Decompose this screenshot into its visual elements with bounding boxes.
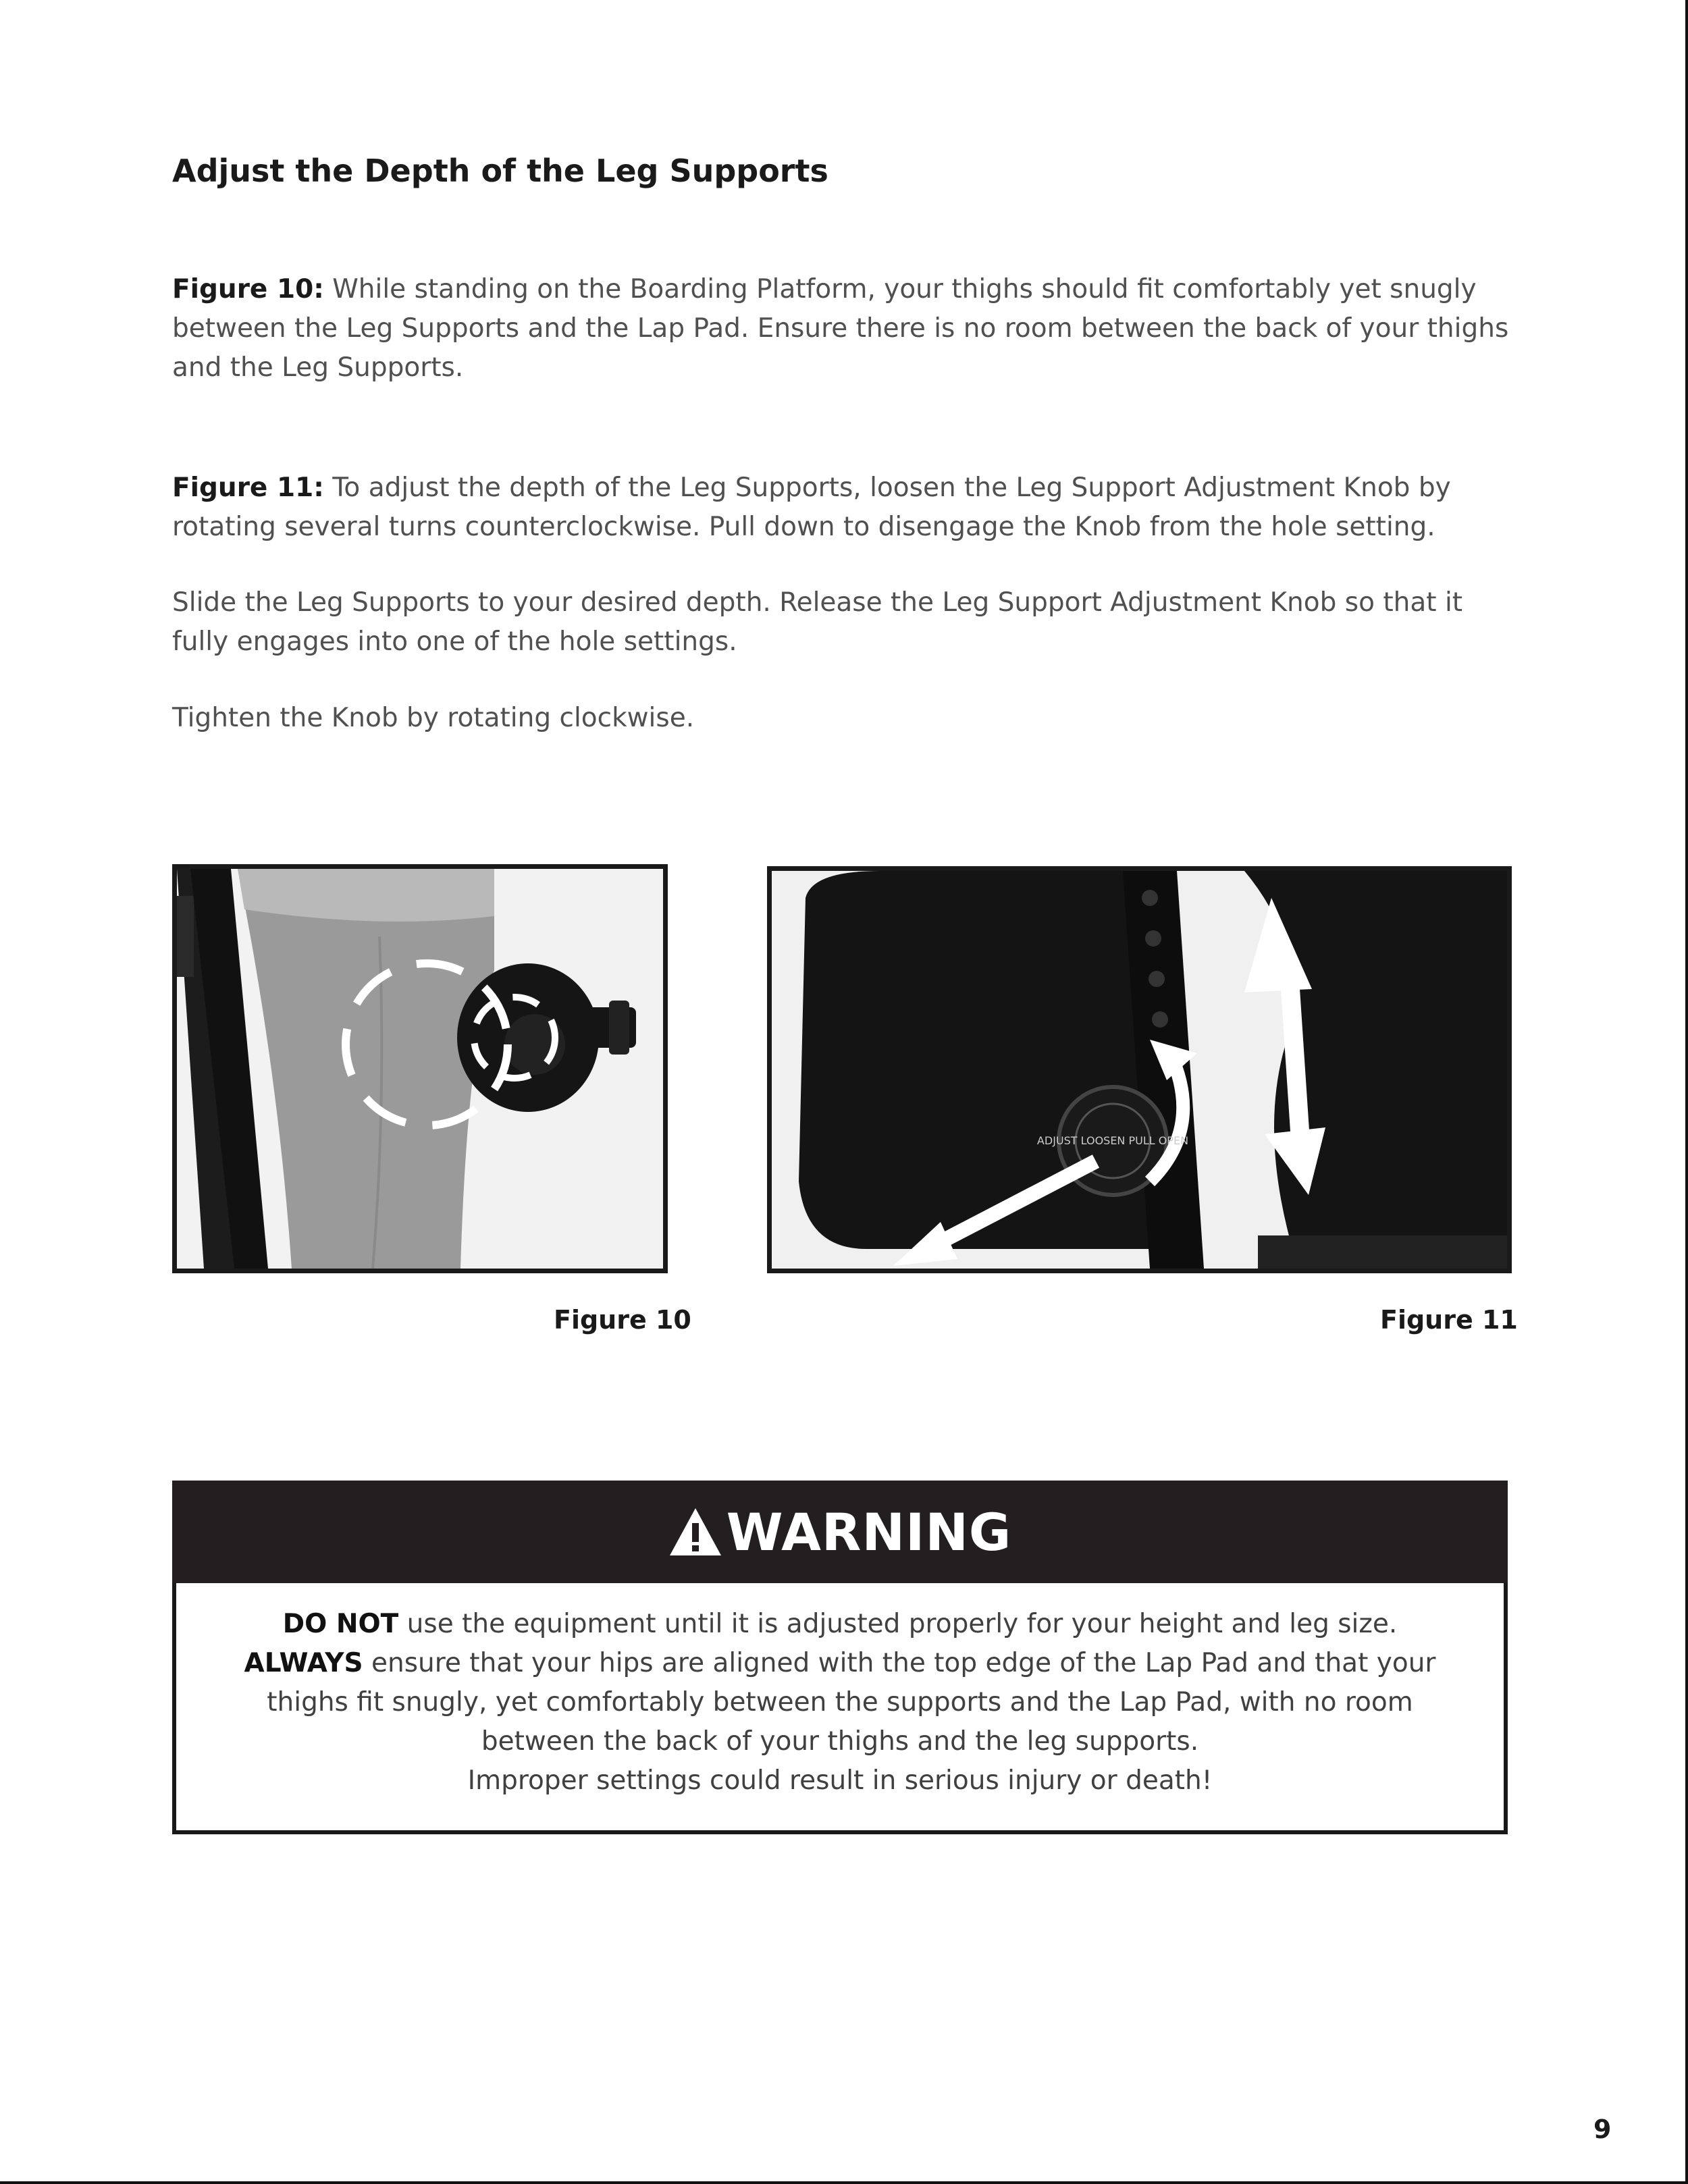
- warning-line-1: [176, 1605, 1504, 1644]
- warning-line-3: Improper settings could result in serious injury or death!: [467, 1765, 1213, 1796]
- figure-10-paragraph: [172, 270, 1523, 388]
- figure-11-text: To adjust the depth of the Leg Supports, loosen the Leg Support Adjustment Knob by rotating several turns counterclockwise. Pull down to disengage the Knob from the hole setting.: [172, 473, 1451, 542]
- figure-10-image: [172, 864, 668, 1273]
- warning-body: [176, 1605, 1504, 1801]
- figure-11-illustration: [772, 871, 1507, 1269]
- page-number: 9: [1593, 2114, 1612, 2144]
- section-title: Adjust the Depth of the Leg Supports: [172, 153, 828, 189]
- figure-11-caption: Figure 11: [1380, 1305, 1518, 1335]
- warning-line-1-text: use the equipment until it is adjusted properly for your height and leg size.: [406, 1609, 1398, 1639]
- slide-paragraph: Slide the Leg Supports to your desired depth. Release the Leg Support Adjustment Knob so that it fully engages into one of the hole settings.: [172, 587, 1463, 657]
- figure-11-label: Figure 11:: [172, 473, 324, 503]
- page-border-right: [1685, 0, 1688, 2184]
- tighten-paragraph: Tighten the Knob by rotating clockwise.: [172, 703, 695, 733]
- figure-11-paragraph: [172, 469, 1523, 547]
- figure-10-caption: Figure 10: [554, 1305, 691, 1335]
- warning-line-2-text: ensure that your hips are aligned with the top edge of the Lap Pad and that your thighs fit snugly, yet comfortably between the supports and the Lap Pad, with no room between the back of your thighs and the leg supports.: [267, 1648, 1436, 1757]
- knob-lettering: ADJUST LOOSEN PULL OPEN: [1036, 1134, 1189, 1147]
- warning-line-2: [176, 1644, 1504, 1761]
- warning-triangle-icon: [668, 1507, 722, 1557]
- figure-10-label: Figure 10:: [172, 274, 324, 304]
- figure-11-image: [767, 866, 1512, 1273]
- figure-10-text: While standing on the Boarding Platform, your thighs should fit comfortably yet snugly between the Leg Supports and the Lap Pad. Ensure there is no room between the back of your thighs and the Leg Supports.: [172, 274, 1509, 383]
- warning-do-not: DO NOT: [282, 1609, 399, 1639]
- warning-box: [172, 1481, 1508, 1834]
- figure-10-illustration: [177, 869, 663, 1269]
- page-border-bottom: [0, 2181, 1688, 2184]
- warning-always: ALWAYS: [244, 1648, 363, 1678]
- warning-header: [172, 1481, 1508, 1583]
- warning-title: WARNING: [726, 1501, 1012, 1562]
